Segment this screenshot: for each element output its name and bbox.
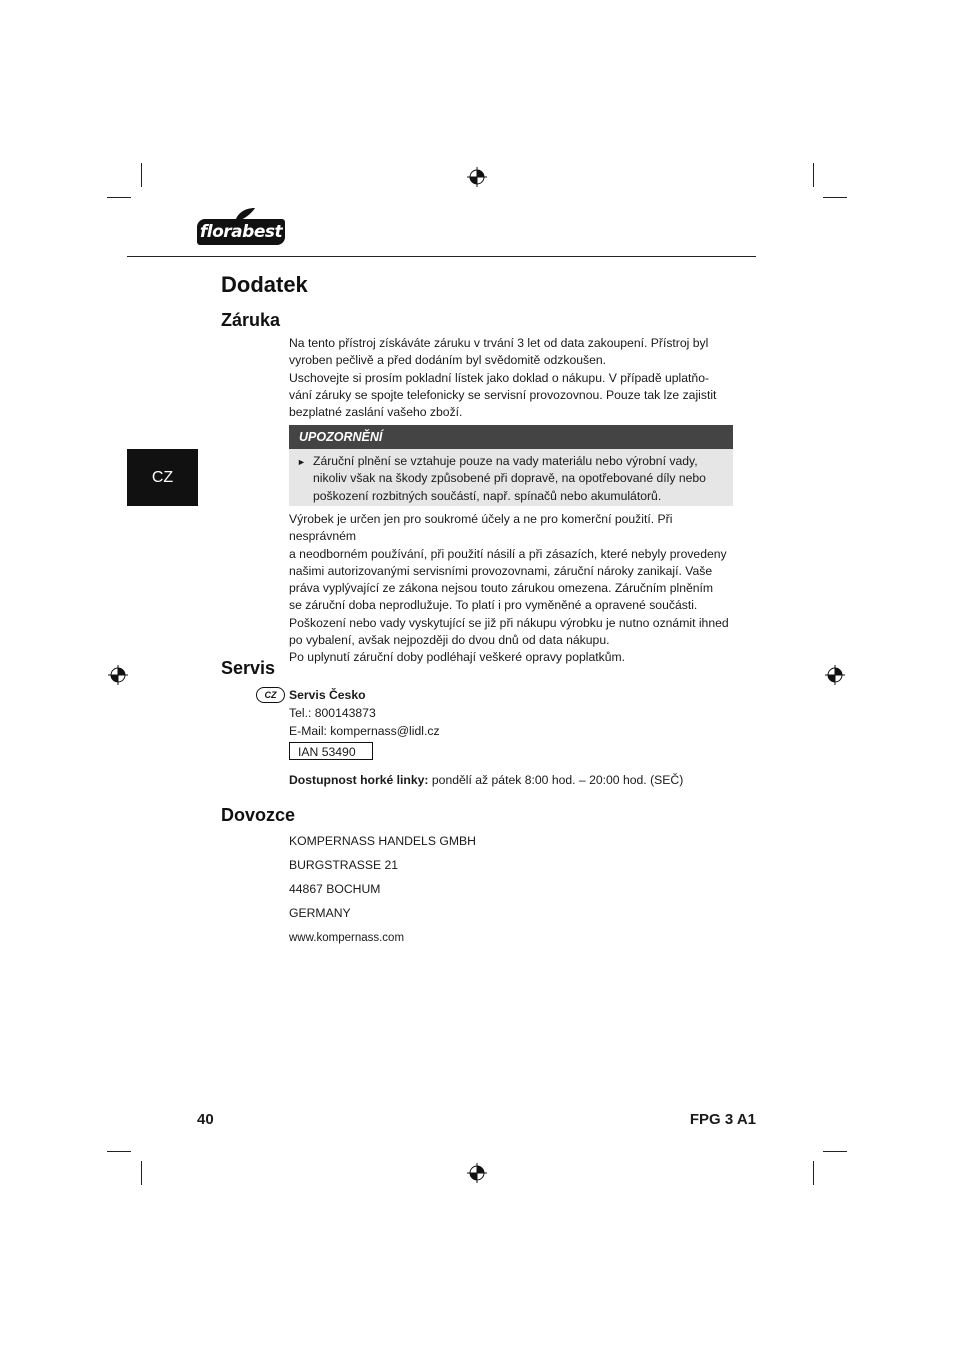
text-line: bezplatné zaslání vašeho zboží.	[289, 405, 463, 420]
text-line: Na tento přístroj získáváte záruku v trvání 3 let od data zakoupení. Přístroj byl	[289, 336, 709, 350]
crop-mark	[107, 1151, 131, 1152]
ian-box: IAN 53490	[289, 742, 373, 760]
registration-mark-icon	[467, 167, 487, 187]
hotline-hours: pondělí až pátek 8:00 hod. – 20:00 hod. (SEČ)	[428, 773, 684, 787]
service-name: Servis Česko	[289, 688, 366, 702]
page-title: Dodatek	[221, 272, 308, 297]
section-heading-service: Servis	[221, 658, 276, 678]
arrow-right-icon: ►	[297, 457, 306, 467]
importer-address-line: GERMANY	[289, 906, 351, 920]
text-line: po vybalení, avšak nejpozději do dvou dnů od data nákupu.	[289, 633, 610, 648]
importer-address-line: BURGSTRASSE 21	[289, 858, 399, 872]
text-line: práva vyplývající ze zákona nejsou touto zárukou omezena. Záručním plněním	[289, 581, 714, 596]
text-line: Poškození nebo vady vyskytující se již při nákupu výrobku je nutno oznámit ihned	[289, 615, 729, 630]
notice-body	[289, 449, 733, 506]
header-divider	[127, 256, 756, 257]
language-tab: CZ	[127, 449, 198, 506]
crop-mark	[141, 163, 142, 187]
hotline-info	[289, 772, 683, 789]
notice-box	[289, 425, 733, 506]
importer-address-line: KOMPERNASS HANDELS GMBH	[289, 834, 476, 848]
crop-mark	[141, 1161, 142, 1185]
importer-address-line: 44867 BOCHUM	[289, 882, 381, 896]
crop-mark	[823, 1151, 847, 1152]
text-line: Výrobek je určen jen pro soukromé účely a ne pro komerční použití. Při nesprávném	[289, 512, 673, 544]
warranty-intro	[289, 335, 735, 421]
text-line: vání záruky se spojte telefonicky se servisní provozovnou. Pouze tak lze zajistit	[289, 387, 717, 402]
crop-mark	[823, 197, 847, 198]
crop-mark	[813, 1161, 814, 1185]
country-badge: CZ	[256, 687, 285, 703]
model-number: FPG 3 A1	[689, 1111, 756, 1128]
text-line: Záruční plnění se vztahuje pouze na vady materiálu nebo výrobní vady,	[313, 454, 698, 468]
section-heading-importer: Dovozce	[221, 805, 296, 825]
florabest-logo	[197, 207, 287, 247]
text-line: poškození rozbitných součástí, např. spínačů nebo akumulátorů.	[313, 488, 662, 503]
registration-mark-icon	[467, 1163, 487, 1183]
hotline-label: Dostupnost horké linky:	[289, 773, 429, 787]
service-email[interactable]: E-Mail: kompernass@lidl.cz	[289, 724, 440, 738]
text-line: Po uplynutí záruční doby podléhají veškeré opravy poplatkům.	[289, 650, 626, 665]
crop-mark	[107, 197, 131, 198]
section-heading-warranty: Záruka	[221, 310, 281, 330]
logo-wordmark: florabest	[197, 219, 285, 245]
registration-mark-icon	[825, 665, 845, 685]
text-line: našimi autorizovanými servisními provozovnami, záruční nároky zanikají. Vaše	[289, 563, 713, 578]
crop-mark	[813, 163, 814, 187]
service-phone: Tel.: 800143873	[289, 706, 376, 720]
warranty-body	[289, 511, 735, 667]
notice-label: UPOZORNĚNÍ	[289, 425, 733, 449]
page-number: 40	[197, 1111, 214, 1128]
text-line: a neodborném používání, při použití násilí a při zásazích, které nebyly provedeny	[289, 546, 727, 561]
text-line: Uschovejte si prosím pokladní lístek jako doklad o nákupu. V případě uplatňo-	[289, 370, 710, 385]
text-line: nikoliv však na škody způsobené při dopravě, na opotřebované díly nebo	[313, 471, 706, 486]
importer-website[interactable]: www.kompernass.com	[289, 932, 405, 944]
text-line: se záruční doba neprodlužuje. To platí i pro vyměněné a opravené součásti.	[289, 598, 698, 613]
registration-mark-icon	[108, 665, 128, 685]
text-line: vyroben pečlivě a před dodáním byl svědomitě odzkoušen.	[289, 353, 607, 368]
